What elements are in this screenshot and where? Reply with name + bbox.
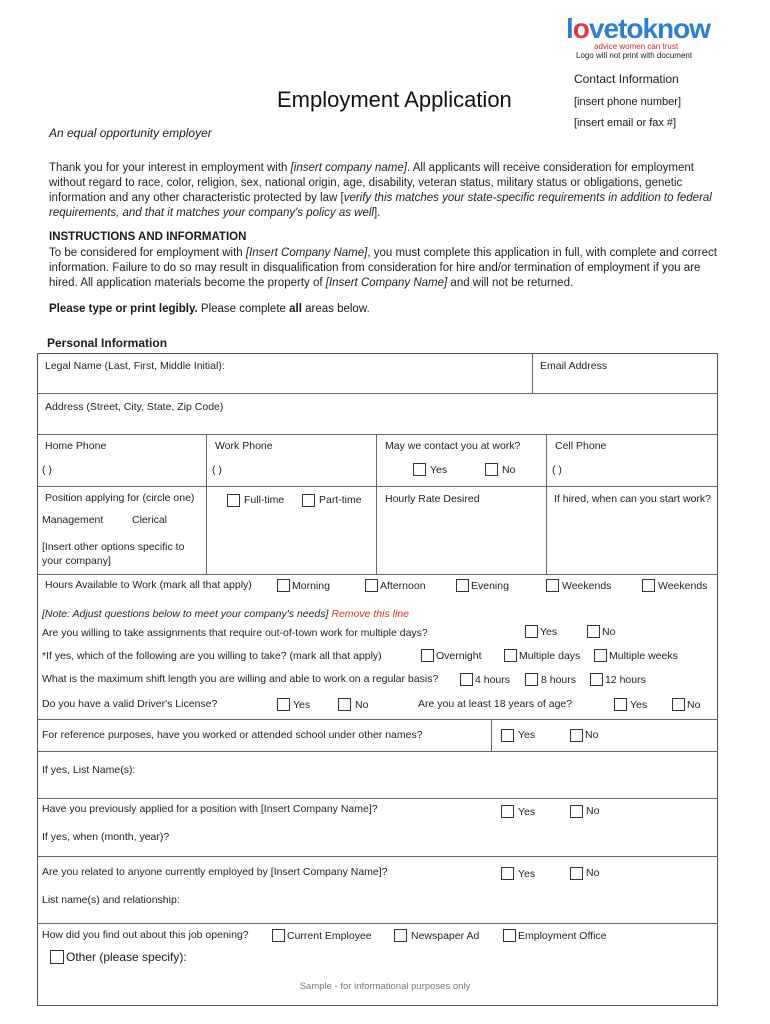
instr-text-a: To be considered for employment with bbox=[49, 247, 246, 259]
lovetoknow-logo bbox=[566, 14, 712, 60]
divider bbox=[376, 434, 377, 574]
work-phone-label: Work Phone bbox=[215, 440, 273, 452]
logo-part2: vetoknow bbox=[588, 13, 711, 44]
intro-company: [insert company name] bbox=[290, 162, 407, 174]
out-of-town-yes-label: Yes bbox=[540, 626, 558, 638]
divider bbox=[37, 798, 718, 799]
address-field[interactable]: Address (Street, City, State, Zip Code) bbox=[45, 401, 224, 413]
related-no-label: No bbox=[586, 867, 600, 879]
8-hours-checkbox[interactable] bbox=[525, 673, 538, 686]
current-employee-checkbox[interactable] bbox=[272, 929, 285, 942]
full-time-checkbox[interactable] bbox=[227, 494, 240, 507]
weekends-checkbox[interactable] bbox=[546, 579, 559, 592]
page-title: Employment Application bbox=[277, 87, 512, 112]
other-specify-checkbox[interactable] bbox=[50, 950, 64, 964]
related-question: Are you related to anyone currently employed by [Insert Company Name]? bbox=[42, 866, 388, 878]
age-yes-label: Yes bbox=[630, 699, 648, 711]
legibility-all: all bbox=[289, 303, 302, 315]
part-time-label: Part-time bbox=[319, 494, 362, 506]
work-phone-input[interactable]: ( ) bbox=[212, 464, 222, 476]
weekends-label: Weekends bbox=[562, 580, 612, 592]
overnight-label: Overnight bbox=[436, 650, 482, 662]
contact-no-label: No bbox=[502, 464, 516, 476]
legibility-bold: Please type or print legibly. bbox=[49, 303, 198, 315]
multiple-days-label: Multiple days bbox=[519, 650, 581, 662]
logo-part1: l bbox=[566, 13, 573, 44]
divider bbox=[37, 434, 718, 435]
legibility-note bbox=[49, 303, 370, 315]
instr-text-b: , you must complete this application in full, with complete and correct information. Failure to do so may result in disqualification from consideration for hire and/or termination of employment if you are hired. All application materials become the property of bbox=[49, 247, 717, 289]
other-names-question: For reference purposes, have you worked or attended school under other names? bbox=[42, 729, 423, 741]
newspaper-ad-checkbox[interactable] bbox=[394, 929, 407, 942]
adjust-note-text: [Note: Adjust questions below to meet your company's needs] bbox=[42, 608, 329, 620]
out-of-town-question: Are you willing to take assignments that require out-of-town work for multiple days? bbox=[42, 627, 428, 639]
option-clerical[interactable]: Clerical bbox=[132, 514, 168, 526]
morning-checkbox[interactable] bbox=[277, 579, 290, 592]
relationship-field[interactable]: List name(s) and relationship: bbox=[42, 894, 180, 906]
divider bbox=[546, 434, 547, 574]
applied-when-field[interactable]: If yes, when (month, year)? bbox=[42, 831, 170, 843]
weekends-label-2: Weekends bbox=[658, 580, 708, 592]
divider bbox=[206, 434, 207, 574]
age-question: Are you at least 18 years of age? bbox=[418, 698, 573, 710]
other-options-note: [Insert other options specific to your company] bbox=[42, 541, 185, 567]
license-yes-label: Yes bbox=[293, 699, 311, 711]
age-yes-checkbox[interactable] bbox=[614, 698, 627, 711]
divider bbox=[37, 486, 718, 487]
applied-before-question: Have you previously applied for a position with [Insert Company Name]? bbox=[42, 803, 378, 815]
cell-phone-input[interactable]: ( ) bbox=[552, 464, 562, 476]
hourly-rate-label: Hourly Rate Desired bbox=[385, 493, 480, 505]
divider bbox=[37, 923, 718, 924]
contact-email: [insert email or fax #] bbox=[574, 117, 677, 129]
evening-checkbox[interactable] bbox=[456, 579, 469, 592]
instr-text-c: and will not be returned. bbox=[447, 277, 574, 289]
footer-disclaimer: Sample - for informational purposes only bbox=[299, 981, 471, 992]
logo-wordmark bbox=[566, 14, 710, 44]
afternoon-checkbox[interactable] bbox=[365, 579, 378, 592]
intro-paragraph bbox=[49, 161, 719, 221]
intro-italic-note: verify this matches your state-specific requirements in addition to federal requirements, and that it matches your company's policy as well bbox=[49, 192, 712, 219]
divider bbox=[532, 353, 533, 393]
related-yes-label: Yes bbox=[518, 868, 536, 880]
adjust-note bbox=[42, 608, 409, 620]
license-no-checkbox[interactable] bbox=[338, 698, 351, 711]
start-work-label: If hired, when can you start work? bbox=[554, 493, 711, 505]
applied-yes-label: Yes bbox=[518, 806, 536, 818]
if-yes-which-question: *If yes, which of the following are you willing to take? (mark all that apply) bbox=[42, 650, 382, 662]
other-names-no-label: No bbox=[585, 729, 599, 741]
employment-office-label: Employment Office bbox=[518, 930, 607, 942]
position-label: Position applying for (circle one) bbox=[45, 492, 195, 504]
out-of-town-no-checkbox[interactable] bbox=[587, 625, 600, 638]
contact-heading: Contact Information bbox=[574, 72, 679, 86]
intro-text-c: ]. bbox=[373, 207, 381, 219]
12-hours-label: 12 hours bbox=[605, 674, 646, 686]
applied-yes-checkbox[interactable] bbox=[501, 805, 514, 818]
intro-text-a: Thank you for your interest in employment with bbox=[49, 162, 291, 174]
full-time-label: Full-time bbox=[244, 494, 285, 506]
instructions-paragraph bbox=[49, 246, 719, 291]
part-time-checkbox[interactable] bbox=[302, 494, 315, 507]
8-hours-label: 8 hours bbox=[541, 674, 577, 686]
other-specify-label: Other (please specify): bbox=[66, 950, 187, 964]
related-no-checkbox[interactable] bbox=[570, 867, 583, 880]
applied-no-label: No bbox=[586, 805, 600, 817]
legibility-mid: Please complete bbox=[197, 303, 290, 315]
weekends-checkbox-2[interactable] bbox=[642, 579, 655, 592]
4-hours-label: 4 hours bbox=[475, 674, 511, 686]
employment-office-checkbox[interactable] bbox=[503, 929, 516, 942]
contact-phone: [insert phone number] bbox=[574, 96, 682, 108]
contact-no-checkbox[interactable] bbox=[485, 463, 498, 476]
legal-name-field[interactable]: Legal Name (Last, First, Middle Initial): bbox=[45, 360, 225, 372]
email-address-field[interactable]: Email Address bbox=[540, 360, 608, 372]
evening-label: Evening bbox=[471, 580, 509, 592]
multiple-weeks-label: Multiple weeks bbox=[609, 650, 678, 662]
list-names-field[interactable]: If yes, List Name(s): bbox=[42, 764, 136, 776]
logo-note: Logo will not print with document bbox=[576, 51, 693, 60]
age-no-checkbox[interactable] bbox=[672, 698, 685, 711]
hours-available-label: Hours Available to Work (mark all that apply) bbox=[45, 579, 252, 591]
legibility-end: areas below. bbox=[301, 303, 370, 315]
current-employee-label: Current Employee bbox=[287, 930, 372, 942]
contact-yes-checkbox[interactable] bbox=[413, 463, 426, 476]
license-yes-checkbox[interactable] bbox=[277, 698, 290, 711]
cell-phone-label: Cell Phone bbox=[555, 440, 607, 452]
heart-icon: o bbox=[572, 13, 589, 44]
divider bbox=[37, 719, 718, 720]
instructions-heading: INSTRUCTIONS AND INFORMATION bbox=[49, 231, 247, 243]
divider bbox=[37, 856, 718, 857]
license-no-label: No bbox=[355, 699, 369, 711]
divider bbox=[491, 719, 492, 751]
option-management[interactable]: Management bbox=[42, 514, 104, 526]
other-names-yes-checkbox[interactable] bbox=[501, 729, 514, 742]
personal-info-heading: Personal Information bbox=[47, 336, 168, 350]
max-shift-question: What is the maximum shift length you are willing and able to work on a regular basis? bbox=[42, 673, 439, 685]
home-phone-input[interactable]: ( ) bbox=[42, 464, 52, 476]
morning-label: Morning bbox=[292, 580, 330, 592]
contact-yes-label: Yes bbox=[430, 464, 448, 476]
out-of-town-no-label: No bbox=[602, 626, 616, 638]
4-hours-checkbox[interactable] bbox=[460, 673, 473, 686]
instr-company-1: [Insert Company Name] bbox=[245, 247, 368, 259]
multiple-weeks-checkbox[interactable] bbox=[594, 649, 607, 662]
how-find-question: How did you find out about this job opening? bbox=[42, 929, 249, 941]
other-names-no-checkbox[interactable] bbox=[570, 729, 583, 742]
drivers-license-question: Do you have a valid Driver's License? bbox=[42, 698, 218, 710]
instr-company-2: [Insert Company Name] bbox=[325, 277, 448, 289]
may-contact-label: May we contact you at work? bbox=[385, 440, 521, 452]
subtitle: An equal opportunity employer bbox=[49, 126, 212, 140]
multiple-days-checkbox[interactable] bbox=[504, 649, 517, 662]
applied-no-checkbox[interactable] bbox=[570, 805, 583, 818]
out-of-town-yes-checkbox[interactable] bbox=[525, 625, 538, 638]
age-no-label: No bbox=[687, 699, 701, 711]
newspaper-ad-label: Newspaper Ad bbox=[411, 930, 480, 942]
divider bbox=[37, 393, 718, 394]
related-yes-checkbox[interactable] bbox=[501, 867, 514, 880]
12-hours-checkbox[interactable] bbox=[590, 673, 603, 686]
afternoon-label: Afternoon bbox=[380, 580, 426, 592]
divider bbox=[37, 751, 718, 752]
other-names-yes-label: Yes bbox=[518, 729, 536, 741]
remove-line-link[interactable]: Remove this line bbox=[331, 608, 409, 620]
home-phone-label: Home Phone bbox=[45, 440, 107, 452]
logo-tagline: advice women can trust bbox=[594, 42, 679, 51]
overnight-checkbox[interactable] bbox=[421, 649, 434, 662]
divider bbox=[37, 574, 718, 575]
intro-text-b: . All applicants will receive consideration for employment without regard to race, color, religion, sex, national origin, age, disability, veteran status, military status or obligations, genetic information and any other characteristic protected by law [ bbox=[49, 162, 694, 204]
